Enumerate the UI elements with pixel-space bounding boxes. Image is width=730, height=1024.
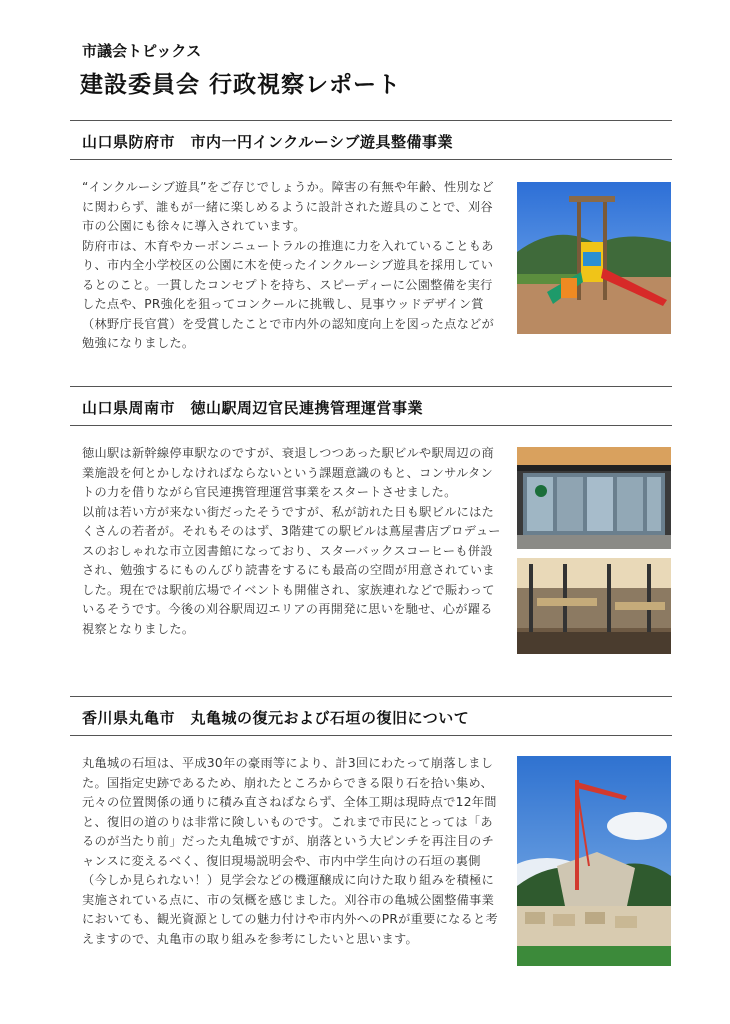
- section-body-marugame: [82, 754, 502, 949]
- castle-restoration-photo: [517, 756, 671, 966]
- section-body-hofu: [82, 178, 502, 354]
- section-body-shunan: [82, 444, 502, 639]
- paragraph: 以前は若い方が来ない街だったそうですが、私が訪れた日も駅ビルにはたくさんの若者が。それもそのはず、3階建ての駅ビルは蔦屋書店プロデュースのおしゃれな市立図書館になっており、スターバックスコーヒーも併設され、勉強するにものんびり読書をするにも最高の空間が用意されていました。現在では駅前広場でイベントも開催され、家族連れなどで賑わっているそうです。今後の刈谷駅周辺エリアの再開発に思いを馳せ、心が躍る視察となりました。: [82, 504, 501, 636]
- page-title: 建設委員会 行政視察レポート: [80, 72, 402, 98]
- station-building-photo: [517, 447, 671, 549]
- paragraph: 丸亀城の石垣は、平成30年の豪雨等により、計3回にわたって崩落しました。国指定史跡であるため、崩れたところからできる限り石を拾い集め、元々の位置関係の通りに積み直さねばならず、全体工期は現時点で12年間と、復旧の道のりは非常に険しいものです。これまで市民にとっては「あるのが当たり前」だった丸亀城ですが、崩落という大ピンチを再注目のチャンスに変えるべく、復旧現場説明会や、市内中学生向けの石垣の裏側（今しか見られない！）見学会などの機運醸成に向けた取り組みを積極に実施されている点に、市の気概を感じました。刈谷市の亀城公園整備事業においても、観光資源としての魅力付けや市内外へのPRが重要になると考えますので、丸亀市の取り組みを参考にしたいと思います。: [82, 756, 499, 946]
- library-interior-photo: [517, 558, 671, 654]
- playground-photo: [517, 182, 671, 334]
- section-heading-shunan: [70, 386, 672, 426]
- section-heading-text: 山口県防府市 市内一円インクルーシブ遊具整備事業: [82, 133, 453, 151]
- section-heading-hofu: [70, 120, 672, 160]
- section-kicker: 市議会トピックス: [82, 42, 202, 60]
- paragraph: 防府市は、木育やカーボンニュートラルの推進に力を入れていることもあり、市内全小学校区の公園に木を使ったインクルーシブ遊具を採用しているとのこと。一貫したコンセプトを持ち、スピーディーに公園整備を実行した点や、PR強化を狙ってコンクールに挑戦し、見事ウッドデザイン賞（林野庁長官賞）を受賞したことで市内外の認知度向上を図った点などが勉強になりました。: [82, 238, 495, 350]
- paragraph: 徳山駅は新幹線停車駅なのですが、衰退しつつあった駅ビルや駅周辺の商業施設を何とかしなければならないという課題意識のもと、コンサルタントの力を借りながら官民連携管理運営事業をスタートさせました。: [82, 446, 494, 499]
- section-heading-text: 山口県周南市 徳山駅周辺官民連携管理運営事業: [82, 399, 424, 417]
- paragraph: “インクルーシブ遊具”をご存じでしょうか。障害の有無や年齢、性別などに関わらず、誰もが一緒に楽しめるように設計された遊具のことで、刈谷市の公園にも徐々に導入されています。: [82, 180, 494, 233]
- section-heading-text: 香川県丸亀市 丸亀城の復元および石垣の復旧について: [82, 709, 470, 727]
- section-heading-marugame: [70, 696, 672, 736]
